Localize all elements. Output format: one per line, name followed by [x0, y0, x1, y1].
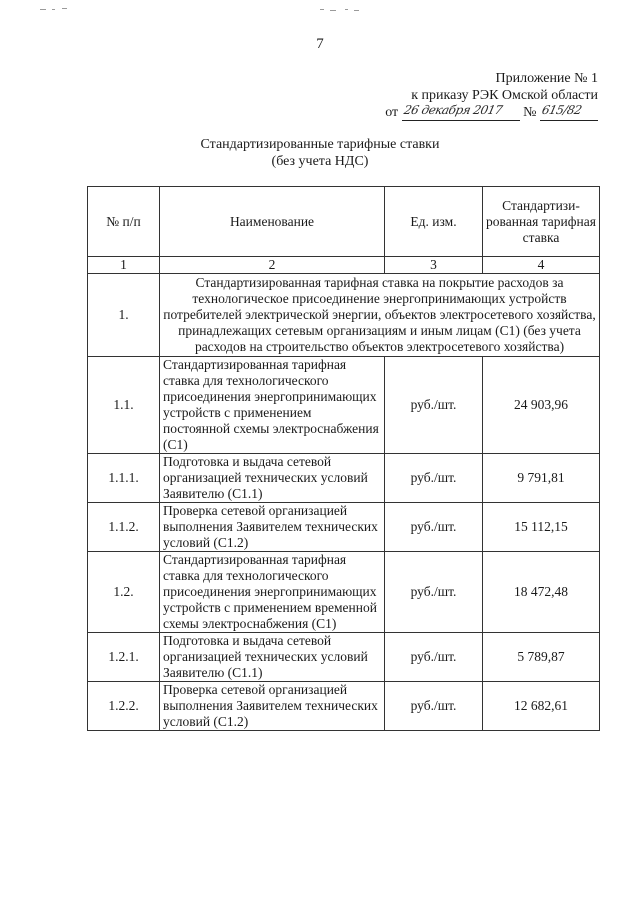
order-number-field [540, 105, 598, 121]
row-number: 1.2.1. [88, 633, 160, 682]
header-rate: Стандартизи-рованная тарифная ставка [483, 187, 600, 257]
title-line-2: (без учета НДС) [271, 154, 369, 169]
appendix-order-ref: к приказу РЭК Омской области [411, 88, 598, 103]
row-name: Подготовка и выдача сетевой организацией технических условий Заявителю (С1.1) [160, 454, 385, 503]
order-date-prefix: от [385, 105, 399, 120]
column-number: 4 [483, 257, 600, 274]
row-name: Стандартизированная тарифная ставка для технологического присоединения энергопринимающих устройств с применением постоянной схемы электроснабжения (С1) [160, 357, 385, 454]
table-header-row [88, 187, 600, 257]
row-value: 15 112,15 [483, 503, 600, 552]
table-row [88, 454, 600, 503]
row-name: Подготовка и выдача сетевой организацией технических условий Заявителю (С1.1) [160, 633, 385, 682]
order-date-field [402, 105, 520, 121]
row-unit: руб./шт. [385, 503, 483, 552]
row-unit: руб./шт. [385, 454, 483, 503]
row-unit: руб./шт. [385, 552, 483, 633]
row-name: Стандартизированная тарифная ставка для технологического присоединения энергопринимающих устройств с применением временной схемы электроснабжения (С1) [160, 552, 385, 633]
row-value: 12 682,61 [483, 682, 600, 731]
row-value: 5 789,87 [483, 633, 600, 682]
title-line-1: Стандартизированные тарифные ставки [200, 137, 440, 152]
appendix-title: Приложение № 1 [495, 71, 598, 86]
row-name: Проверка сетевой организацией выполнения Заявителем технических условий (С1.2) [160, 503, 385, 552]
row-unit: руб./шт. [385, 633, 483, 682]
header-unit: Ед. изм. [385, 187, 483, 257]
appendix-header [385, 70, 598, 121]
row-number: 1.2.2. [88, 682, 160, 731]
column-number-row [88, 257, 600, 274]
table-row [88, 633, 600, 682]
section-title: Стандартизированная тарифная ставка на покрытие расходов за технологическое присоединение энергопринимающих устройств потребителей электрической энергии, объектов электросетевого хозяйства, принадлежащих сетевым организациям и иным лицам (С1) (без учета расходов на строительство объектов электросетевого хозяйства) [160, 274, 600, 357]
row-value: 18 472,48 [483, 552, 600, 633]
row-value: 24 903,96 [483, 357, 600, 454]
order-number-sign: № [523, 105, 537, 120]
table-row [88, 552, 600, 633]
row-unit: руб./шт. [385, 357, 483, 454]
header-number: № п/п [88, 187, 160, 257]
row-number: 1.2. [88, 552, 160, 633]
scan-artifact-marks [0, 2, 640, 16]
handwritten-date: 26 декабря 2017 [402, 103, 504, 117]
section-number: 1. [88, 274, 160, 357]
page-number: 7 [316, 36, 324, 52]
row-name: Проверка сетевой организацией выполнения Заявителем технических условий (С1.2) [160, 682, 385, 731]
table-row [88, 503, 600, 552]
row-number: 1.1. [88, 357, 160, 454]
row-number: 1.1.1. [88, 454, 160, 503]
document-title [0, 136, 640, 170]
table-row [88, 357, 600, 454]
row-value: 9 791,81 [483, 454, 600, 503]
column-number: 1 [88, 257, 160, 274]
column-number: 2 [160, 257, 385, 274]
order-date-line [385, 104, 598, 121]
column-number: 3 [385, 257, 483, 274]
table-row [88, 682, 600, 731]
handwritten-number: 615/82 [540, 103, 583, 117]
row-number: 1.1.2. [88, 503, 160, 552]
header-name: Наименование [160, 187, 385, 257]
tariff-table [87, 186, 600, 731]
section-row [88, 274, 600, 357]
row-unit: руб./шт. [385, 682, 483, 731]
